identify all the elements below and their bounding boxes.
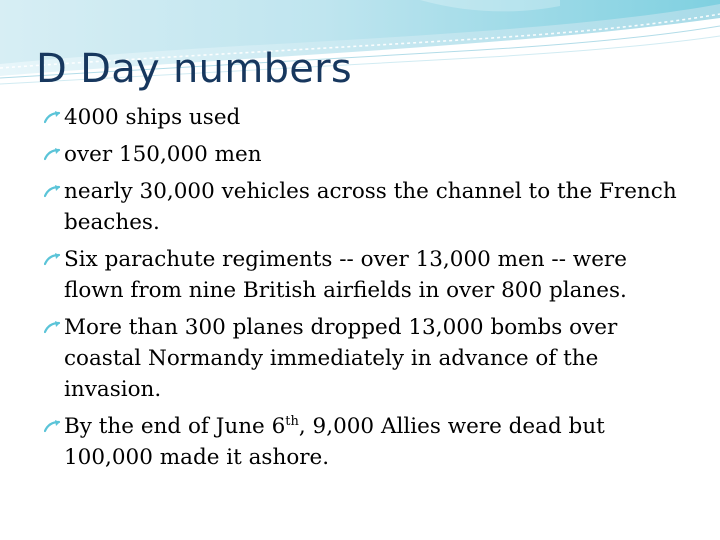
bullet-text: nearly 30,000 vehicles across the channel to the French beaches. xyxy=(64,179,677,235)
swoosh-arrow-icon xyxy=(44,148,61,161)
bullet-item xyxy=(44,176,684,238)
slide-title: D Day numbers xyxy=(36,46,353,92)
bullet-text: Six parachute regiments -- over 13,000 men -- were flown from nine British airfields in over 800 planes. xyxy=(64,247,627,303)
swoosh-arrow-icon xyxy=(44,321,61,334)
bullet-item xyxy=(44,139,684,170)
swoosh-arrow-icon xyxy=(44,111,61,124)
bullet-text: More than 300 planes dropped 13,000 bombs over coastal Normandy immediately in advance of the invasion. xyxy=(64,315,618,402)
swoosh-arrow-icon xyxy=(44,185,61,198)
bullet-item xyxy=(44,102,684,133)
ordinal-superscript: th xyxy=(285,414,299,429)
swoosh-arrow-icon xyxy=(44,420,61,433)
bullet-list xyxy=(44,102,684,479)
bullet-item xyxy=(44,244,684,306)
bullet-item xyxy=(44,312,684,405)
bullet-item xyxy=(44,411,684,473)
bullet-text: 4000 ships used xyxy=(64,105,241,130)
bullet-text: over 150,000 men xyxy=(64,142,262,167)
swoosh-arrow-icon xyxy=(44,253,61,266)
bullet-text-end: , 9,000 Allies were dead but 100,000 made it ashore. xyxy=(64,414,605,470)
bullet-text-start: By the end of June 6 xyxy=(64,414,286,439)
